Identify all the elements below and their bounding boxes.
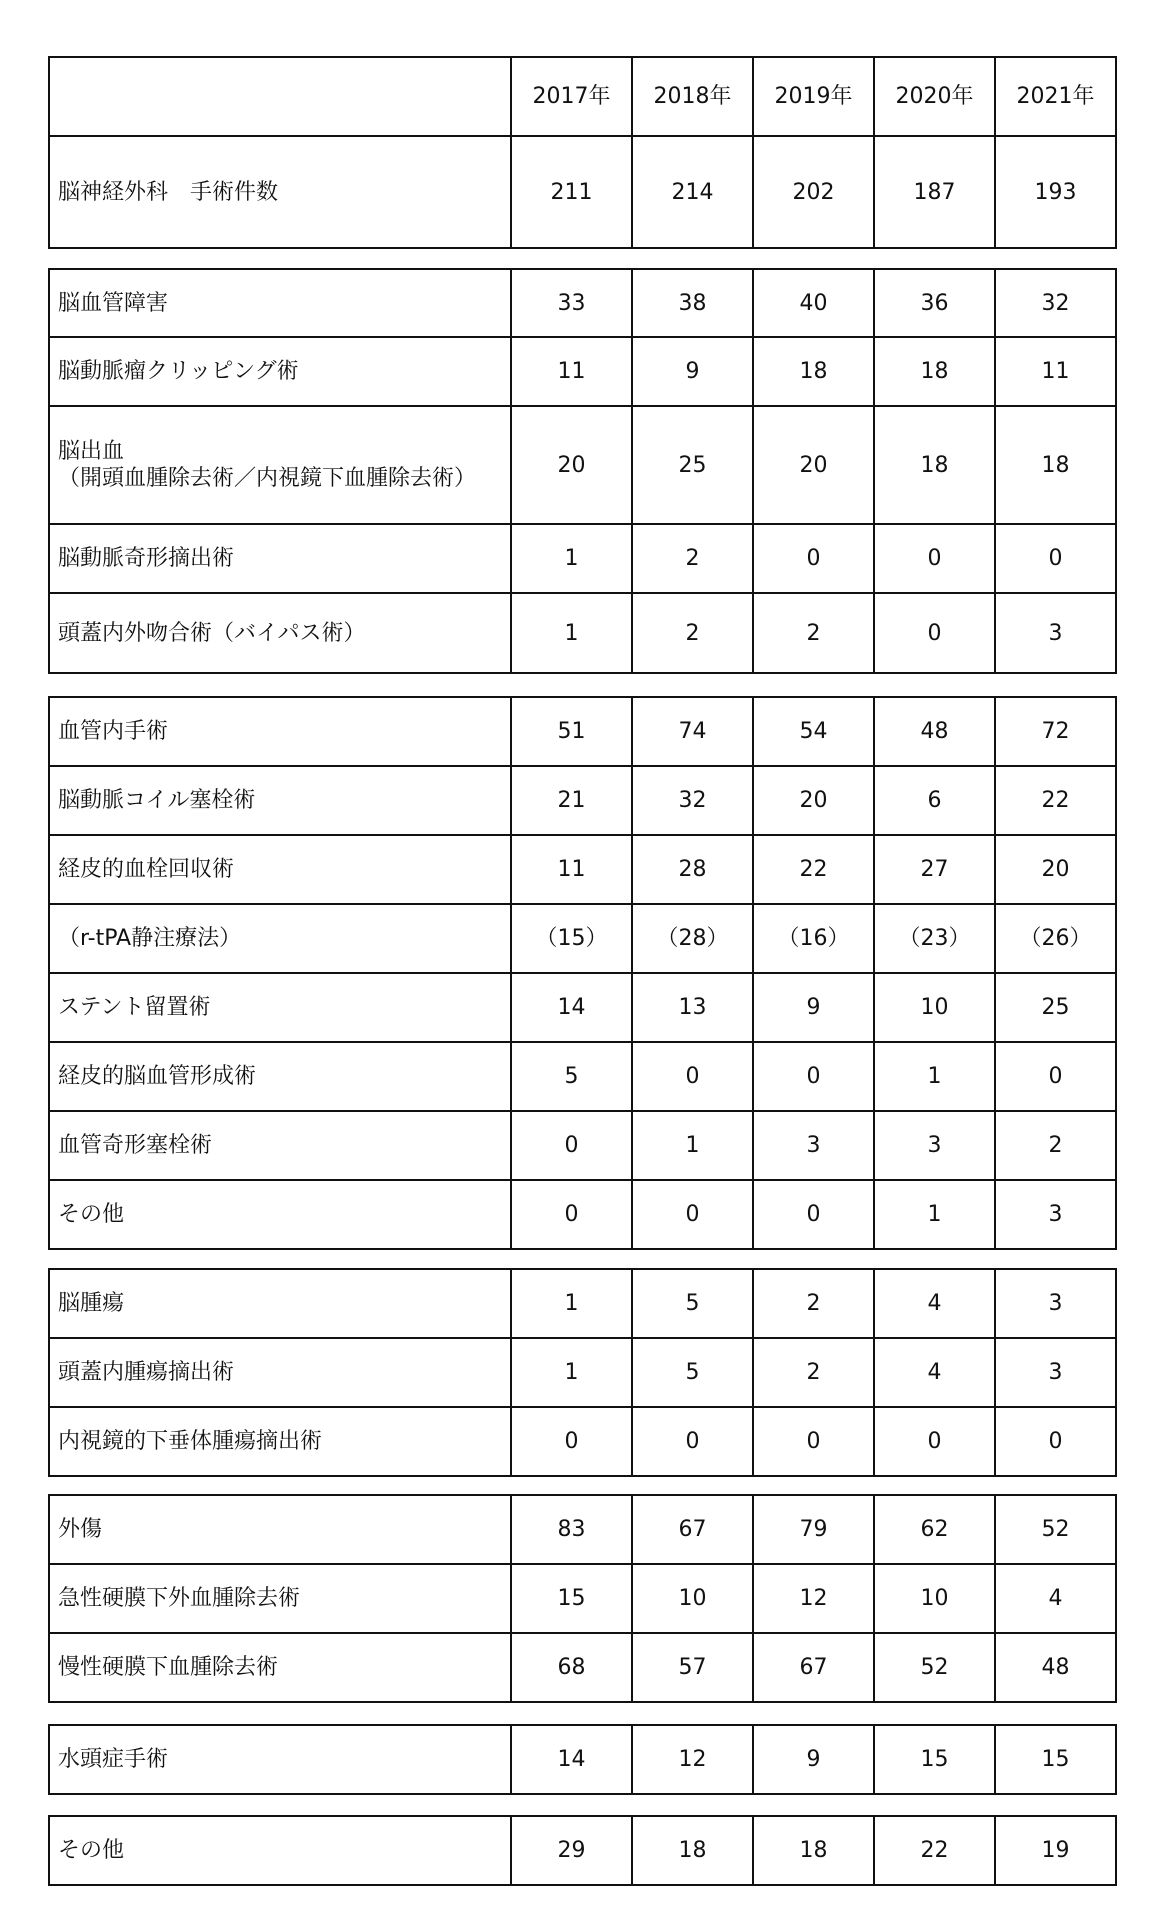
count-cell: 20	[753, 766, 874, 835]
count-cell: 1	[874, 1042, 995, 1111]
table-row	[49, 524, 1116, 593]
count-cell: 9	[753, 973, 874, 1042]
table-row	[49, 1407, 1116, 1476]
table-row	[49, 1564, 1116, 1633]
row-label: 頭蓋内腫瘍摘出術	[49, 1338, 511, 1407]
count-cell: 18	[753, 1816, 874, 1885]
table-row	[49, 1725, 1116, 1794]
count-cell: 62	[874, 1495, 995, 1564]
row-label: 脳動脈コイル塞栓術	[49, 766, 511, 835]
count-cell: 187	[874, 136, 995, 248]
count-cell: 11	[511, 835, 632, 904]
row-label: 外傷	[49, 1495, 511, 1564]
count-cell: 1	[511, 524, 632, 593]
table-row	[49, 1111, 1116, 1180]
table-row	[49, 136, 1116, 248]
row-label: 慢性硬膜下血腫除去術	[49, 1633, 511, 1702]
count-cell: 27	[874, 835, 995, 904]
count-cell: 202	[753, 136, 874, 248]
row-label: 水頭症手術	[49, 1725, 511, 1794]
count-cell: 3	[995, 593, 1116, 673]
count-cell: 2	[753, 593, 874, 673]
count-cell: 48	[995, 1633, 1116, 1702]
count-cell: 0	[632, 1180, 753, 1249]
count-cell: 10	[632, 1564, 753, 1633]
row-label: その他	[49, 1816, 511, 1885]
row-label: 経皮的脳血管形成術	[49, 1042, 511, 1111]
row-label: 経皮的血栓回収術	[49, 835, 511, 904]
count-cell: 20	[995, 835, 1116, 904]
count-cell: 1	[511, 1338, 632, 1407]
table-row	[49, 904, 1116, 973]
row-label: 脳神経外科 手術件数	[49, 136, 511, 248]
year-header: 2021年	[995, 57, 1116, 136]
year-header: 2018年	[632, 57, 753, 136]
count-cell: 15	[995, 1725, 1116, 1794]
count-cell: 2	[753, 1269, 874, 1338]
count-cell: 33	[511, 269, 632, 337]
table-group	[48, 56, 1117, 249]
table-row	[49, 593, 1116, 673]
table-row	[49, 1042, 1116, 1111]
count-cell: （16）	[753, 904, 874, 973]
count-cell: 10	[874, 973, 995, 1042]
count-cell: 15	[511, 1564, 632, 1633]
table-group	[48, 268, 1117, 674]
count-cell: 20	[511, 406, 632, 524]
count-cell: 18	[874, 406, 995, 524]
table-row	[49, 1180, 1116, 1249]
count-cell: 214	[632, 136, 753, 248]
count-cell: 29	[511, 1816, 632, 1885]
count-cell: 0	[995, 1407, 1116, 1476]
count-cell: 0	[995, 524, 1116, 593]
count-cell: 2	[753, 1338, 874, 1407]
count-cell: 48	[874, 697, 995, 766]
year-header: 2019年	[753, 57, 874, 136]
table-row	[49, 406, 1116, 524]
count-cell: （28）	[632, 904, 753, 973]
table-group	[48, 1268, 1117, 1477]
count-cell: 3	[995, 1269, 1116, 1338]
year-header: 2020年	[874, 57, 995, 136]
count-cell: 0	[995, 1042, 1116, 1111]
count-cell: 9	[753, 1725, 874, 1794]
count-cell: 2	[632, 593, 753, 673]
count-cell: 72	[995, 697, 1116, 766]
count-cell: 4	[874, 1338, 995, 1407]
year-header: 2017年	[511, 57, 632, 136]
count-cell: 4	[995, 1564, 1116, 1633]
count-cell: 0	[753, 1042, 874, 1111]
count-cell: 68	[511, 1633, 632, 1702]
count-cell: （15）	[511, 904, 632, 973]
count-cell: 51	[511, 697, 632, 766]
count-cell: 79	[753, 1495, 874, 1564]
count-cell: 32	[632, 766, 753, 835]
row-label: 血管奇形塞栓術	[49, 1111, 511, 1180]
count-cell: 18	[632, 1816, 753, 1885]
count-cell: （23）	[874, 904, 995, 973]
count-cell: 18	[995, 406, 1116, 524]
count-cell: 1	[511, 593, 632, 673]
count-cell: 1	[632, 1111, 753, 1180]
count-cell: 193	[995, 136, 1116, 248]
count-cell: 18	[874, 337, 995, 406]
table-group	[48, 1724, 1117, 1795]
row-label: 脳腫瘍	[49, 1269, 511, 1338]
count-cell: 12	[632, 1725, 753, 1794]
row-label: ステント留置術	[49, 973, 511, 1042]
count-cell: 0	[511, 1180, 632, 1249]
count-cell: 3	[753, 1111, 874, 1180]
count-cell: 0	[753, 1180, 874, 1249]
count-cell: 1	[511, 1269, 632, 1338]
row-label: 脳動脈奇形摘出術	[49, 524, 511, 593]
count-cell: 14	[511, 1725, 632, 1794]
count-cell: 0	[511, 1111, 632, 1180]
count-cell: 14	[511, 973, 632, 1042]
row-label: 血管内手術	[49, 697, 511, 766]
count-cell: 5	[632, 1338, 753, 1407]
count-cell: 57	[632, 1633, 753, 1702]
table-row	[49, 1338, 1116, 1407]
row-label: （r-tPA静注療法）	[49, 904, 511, 973]
count-cell: （26）	[995, 904, 1116, 973]
table-row	[49, 1269, 1116, 1338]
row-label: 内視鏡的下垂体腫瘍摘出術	[49, 1407, 511, 1476]
count-cell: 21	[511, 766, 632, 835]
count-cell: 0	[753, 1407, 874, 1476]
count-cell: 0	[874, 1407, 995, 1476]
count-cell: 54	[753, 697, 874, 766]
count-cell: 20	[753, 406, 874, 524]
row-label: 急性硬膜下外血腫除去術	[49, 1564, 511, 1633]
count-cell: 211	[511, 136, 632, 248]
count-cell: 15	[874, 1725, 995, 1794]
count-cell: 3	[995, 1180, 1116, 1249]
count-cell: 22	[753, 835, 874, 904]
count-cell: 36	[874, 269, 995, 337]
count-cell: 5	[632, 1269, 753, 1338]
table-group	[48, 1494, 1117, 1703]
count-cell: 2	[632, 524, 753, 593]
count-cell: 0	[874, 593, 995, 673]
table-row	[49, 766, 1116, 835]
count-cell: 52	[874, 1633, 995, 1702]
row-label: その他	[49, 1180, 511, 1249]
count-cell: 2	[995, 1111, 1116, 1180]
count-cell: 11	[995, 337, 1116, 406]
count-cell: 0	[874, 524, 995, 593]
count-cell: 67	[632, 1495, 753, 1564]
count-cell: 18	[753, 337, 874, 406]
count-cell: 9	[632, 337, 753, 406]
row-label: 脳血管障害	[49, 269, 511, 337]
count-cell: 3	[874, 1111, 995, 1180]
count-cell: 3	[995, 1338, 1116, 1407]
table-row	[49, 835, 1116, 904]
count-cell: 12	[753, 1564, 874, 1633]
table-row	[49, 57, 1116, 136]
count-cell: 25	[632, 406, 753, 524]
count-cell: 11	[511, 337, 632, 406]
count-cell: 13	[632, 973, 753, 1042]
count-cell: 0	[753, 524, 874, 593]
count-cell: 0	[632, 1407, 753, 1476]
row-label	[49, 57, 511, 136]
count-cell: 0	[632, 1042, 753, 1111]
count-cell: 19	[995, 1816, 1116, 1885]
count-cell: 83	[511, 1495, 632, 1564]
count-cell: 52	[995, 1495, 1116, 1564]
table-row	[49, 1633, 1116, 1702]
count-cell: 32	[995, 269, 1116, 337]
count-cell: 10	[874, 1564, 995, 1633]
table-group	[48, 1815, 1117, 1886]
count-cell: 6	[874, 766, 995, 835]
table-row	[49, 973, 1116, 1042]
row-label: 脳出血 （開頭血腫除去術／内視鏡下血腫除去術）	[49, 406, 511, 524]
count-cell: 25	[995, 973, 1116, 1042]
table-row	[49, 337, 1116, 406]
row-label: 脳動脈瘤クリッピング術	[49, 337, 511, 406]
count-cell: 4	[874, 1269, 995, 1338]
count-cell: 74	[632, 697, 753, 766]
count-cell: 38	[632, 269, 753, 337]
count-cell: 0	[511, 1407, 632, 1476]
count-cell: 1	[874, 1180, 995, 1249]
table-group	[48, 696, 1117, 1250]
count-cell: 5	[511, 1042, 632, 1111]
count-cell: 40	[753, 269, 874, 337]
table-row	[49, 269, 1116, 337]
count-cell: 67	[753, 1633, 874, 1702]
table-row	[49, 697, 1116, 766]
table-row	[49, 1495, 1116, 1564]
count-cell: 22	[995, 766, 1116, 835]
count-cell: 22	[874, 1816, 995, 1885]
count-cell: 28	[632, 835, 753, 904]
row-label: 頭蓋内外吻合術（バイパス術）	[49, 593, 511, 673]
table-row	[49, 1816, 1116, 1885]
